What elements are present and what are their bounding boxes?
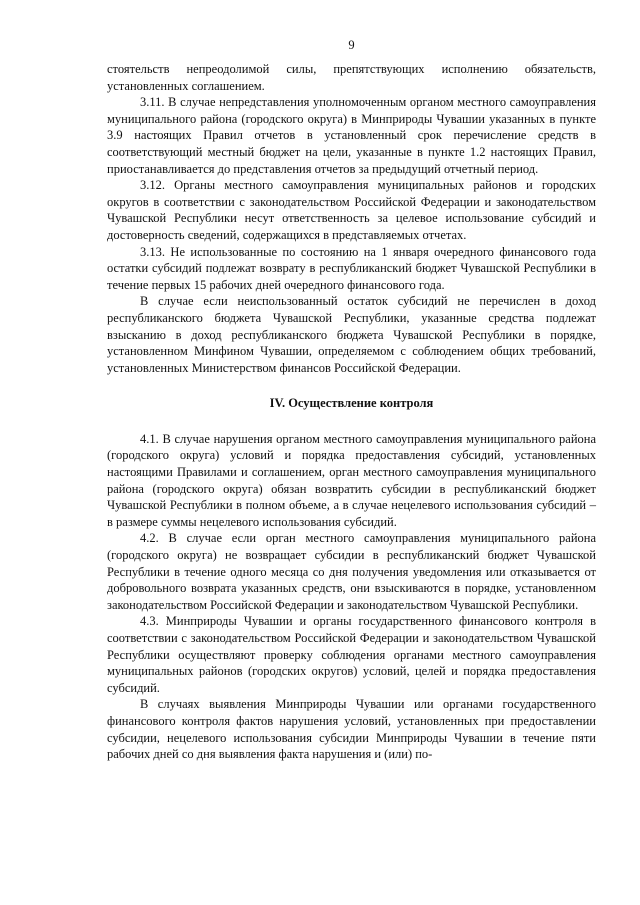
clause-4-3-continued: В случаях выявления Минприроды Чувашии или органами государственного финансового контроля фактов нарушения условий, установленных при предоставлении субсидии, нецелевого использования субсидии Минприроды Чувашии в течение пяти рабочих дней со дня выявления факта нарушения и (или) по- <box>107 697 596 762</box>
clause-3-13: 3.13. Не использованные по состоянию на 1 января очередного финансового года остатки субсидий подлежат возврату в республиканский бюджет Чувашской Республики в течение первых 15 рабочих дней очередного финансового года. <box>107 244 596 292</box>
continuation-paragraph: стоятельств непреодолимой силы, препятствующих исполнению обязательств, установленных соглашением. <box>107 62 596 93</box>
clause-3-11: 3.11. В случае непредставления уполномоченным органом местного самоуправления муниципального района (городского округа) в Минприроды Чувашии указанных в пункте 3.9 настоящих Правил отчетов в установленный срок перечисление средств в соответствующий местный бюджет на цели, указанные в пункте 1.2 настоящих Правил, приостанавливается до представления отчетов за предыдущий отчетный период. <box>107 95 596 176</box>
document-body <box>107 61 596 763</box>
section-heading: IV. Осуществление контроля <box>269 396 434 411</box>
page-number: 9 <box>348 38 355 52</box>
clause-4-1: 4.1. В случае нарушения органом местного самоуправления муниципального района (городского округа) условий и порядка предоставления субсидий, установленных настоящими Правилами и соглашением, орган местного самоуправления муниципального района (городского округа) обязан возвратить субсидии в республиканский бюджет Чувашской Республики в полном объеме, а в случае нецелевого использования субсидий – в размере суммы нецелевого использования субсидий. <box>107 431 596 529</box>
clause-4-3: 4.3. Минприроды Чувашии и органы государственного финансового контроля в соответствии с законодательством Российской Федерации и законодательством Чувашской Республики осуществляют проверку соблюдения органами местного самоуправления муниципальных районов (городских округов) условий, целей и порядка предоставления субсидий. <box>107 614 596 695</box>
clause-4-2: 4.2. В случае если орган местного самоуправления муниципального района (городского округа) не возвращает субсидии в республиканский бюджет Чувашской Республики в течение одного месяца со дня получения уведомления или отказывается от добровольного возврата указанных средств, они взыскиваются в порядке, установленном законодательством Российской Федерации и законодательством Чувашской Республики. <box>107 531 596 612</box>
clause-3-12: 3.12. Органы местного самоуправления муниципальных районов и городских округов в соответствии с законодательством Российской Федерации и законодательством Чувашской Республики несут ответственность за целевое использование субсидий и достоверность сведений, содержащихся в представляемых отчетах. <box>107 178 596 242</box>
clause-3-13-continued: В случае если неиспользованный остаток субсидий не перечислен в доход республиканского бюджета Чувашской Республики, указанные средства подлежат взысканию в доход республиканского бюджета Чувашской Республики в порядке, установленном Минфином Чувашии, определяемом с соблюдением общих требований, установленных Министерством финансов Российской Федерации. <box>107 294 596 375</box>
